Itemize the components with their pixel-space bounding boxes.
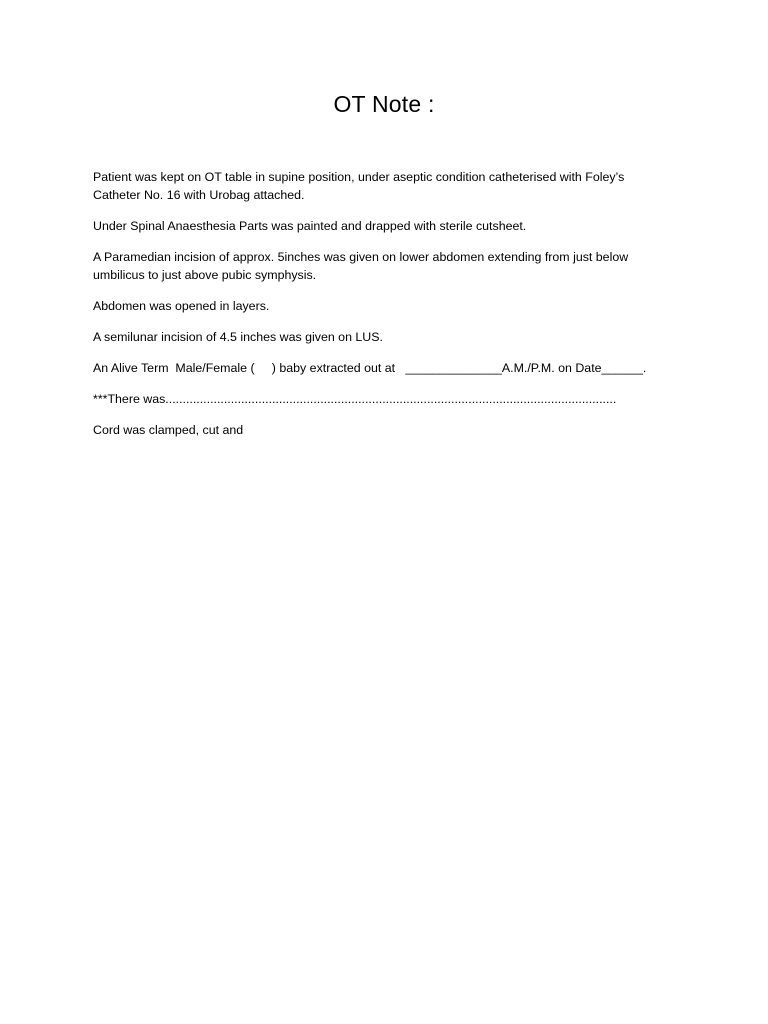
paragraph-there-was	[93, 390, 683, 408]
document-body	[93, 168, 683, 452]
paragraph-line: Under Spinal Anaesthesia Parts was painted and drapped with sterile cutsheet.	[93, 219, 527, 233]
paragraph-line: Catheter No. 16 with Urobag attached.	[93, 188, 305, 202]
paragraph-line: Cord was clamped, cut and	[93, 423, 244, 437]
paragraph-patient-position	[93, 168, 683, 204]
paragraph-paramedian-incision	[93, 248, 683, 284]
paragraph-line: Abdomen was opened in layers.	[93, 299, 270, 313]
paragraph-cord-clamped	[93, 421, 683, 439]
paragraph-line: umbilicus to just above pubic symphysis.	[93, 268, 317, 282]
paragraph-anaesthesia	[93, 217, 683, 235]
paragraph-line: ***There was...................................................................................................................................	[93, 392, 617, 406]
paragraph-baby-extracted	[93, 359, 683, 377]
page-title: OT Note :	[333, 91, 435, 117]
paragraph-abdomen-opened	[93, 297, 683, 315]
paragraph-semilunar-incision	[93, 328, 683, 346]
paragraph-line: An Alive Term Male/Female ( ) baby extracted out at ______________A.M./P.M. on Date______.	[93, 361, 647, 375]
paragraph-line: A Paramedian incision of approx. 5inches was given on lower abdomen extending from just below	[93, 250, 629, 264]
paragraph-line: A semilunar incision of 4.5 inches was given on LUS.	[93, 330, 383, 344]
paragraph-line: Patient was kept on OT table in supine position, under aseptic condition catheterised with Foley’s	[93, 170, 625, 184]
